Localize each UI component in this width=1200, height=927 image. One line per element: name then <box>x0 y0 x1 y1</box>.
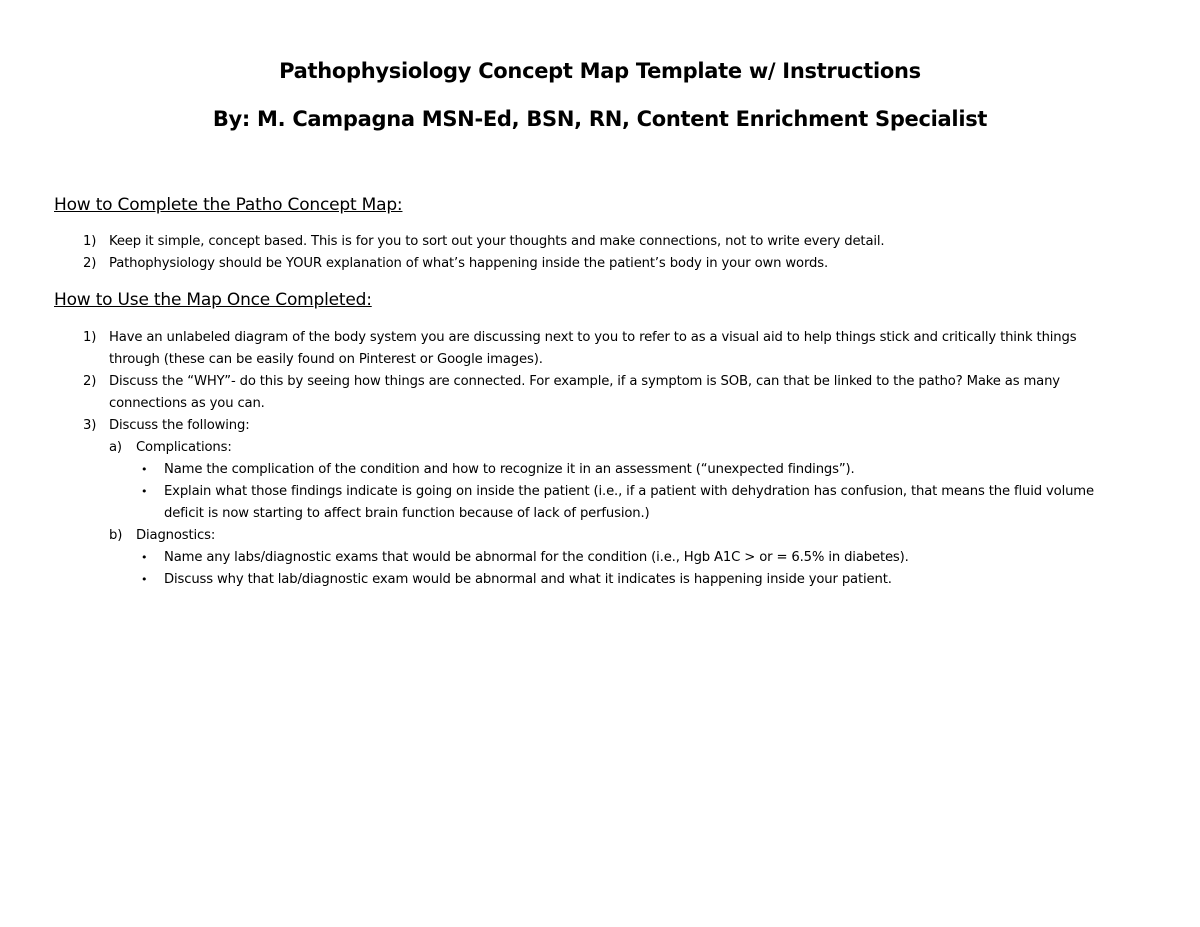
list-item: Keep it simple, concept based. This is for you to sort out your thoughts and make connections, not to write every detail. <box>109 234 885 249</box>
list-marker: 2) <box>83 256 97 271</box>
list-marker: 3) <box>83 418 97 433</box>
sublist-label-diagnostics: Diagnostics: <box>136 528 216 543</box>
section-heading-use: How to Use the Map Once Completed: <box>54 290 372 310</box>
list-item-continuation: connections as you can. <box>109 396 265 411</box>
bullet-item: Discuss why that lab/diagnostic exam would be abnormal and what it indicates is happening inside your patient. <box>164 572 892 587</box>
list-marker: 2) <box>83 374 97 389</box>
bullet-item: Name any labs/diagnostic exams that would be abnormal for the condition (i.e., Hgb A1C > or = 6.5% in diabetes). <box>164 550 909 565</box>
bullet-item-continuation: deficit is now starting to affect brain function because of lack of perfusion.) <box>164 506 650 521</box>
list-item: Have an unlabeled diagram of the body system you are discussing next to you to refer to as a visual aid to help things stick and critically think things <box>109 330 1077 345</box>
sublist-marker: b) <box>109 528 123 543</box>
section-heading-complete: How to Complete the Patho Concept Map: <box>54 195 403 215</box>
list-marker: 1) <box>83 234 97 249</box>
bullet-icon: • <box>141 573 148 586</box>
list-item: Pathophysiology should be YOUR explanation of what’s happening inside the patient’s body in your own words. <box>109 256 828 271</box>
sublist-label-complications: Complications: <box>136 440 232 455</box>
bullet-icon: • <box>141 551 148 564</box>
bullet-item: Name the complication of the condition and how to recognize it in an assessment (“unexpected findings”). <box>164 462 855 477</box>
bullet-icon: • <box>141 463 148 476</box>
document-title: Pathophysiology Concept Map Template w/ Instructions <box>279 59 921 83</box>
list-item: Discuss the following: <box>109 418 250 433</box>
bullet-item: Explain what those findings indicate is going on inside the patient (i.e., if a patient with dehydration has confusion, that means the fluid volume <box>164 484 1094 499</box>
sublist-marker: a) <box>109 440 122 455</box>
bullet-icon: • <box>141 485 148 498</box>
list-item: Discuss the “WHY”- do this by seeing how things are connected. For example, if a symptom is SOB, can that be linked to the patho? Make as many <box>109 374 1060 389</box>
list-marker: 1) <box>83 330 97 345</box>
author-line: By: M. Campagna MSN-Ed, BSN, RN, Content Enrichment Specialist <box>212 107 988 131</box>
list-item-continuation: through (these can be easily found on Pinterest or Google images). <box>109 352 543 367</box>
